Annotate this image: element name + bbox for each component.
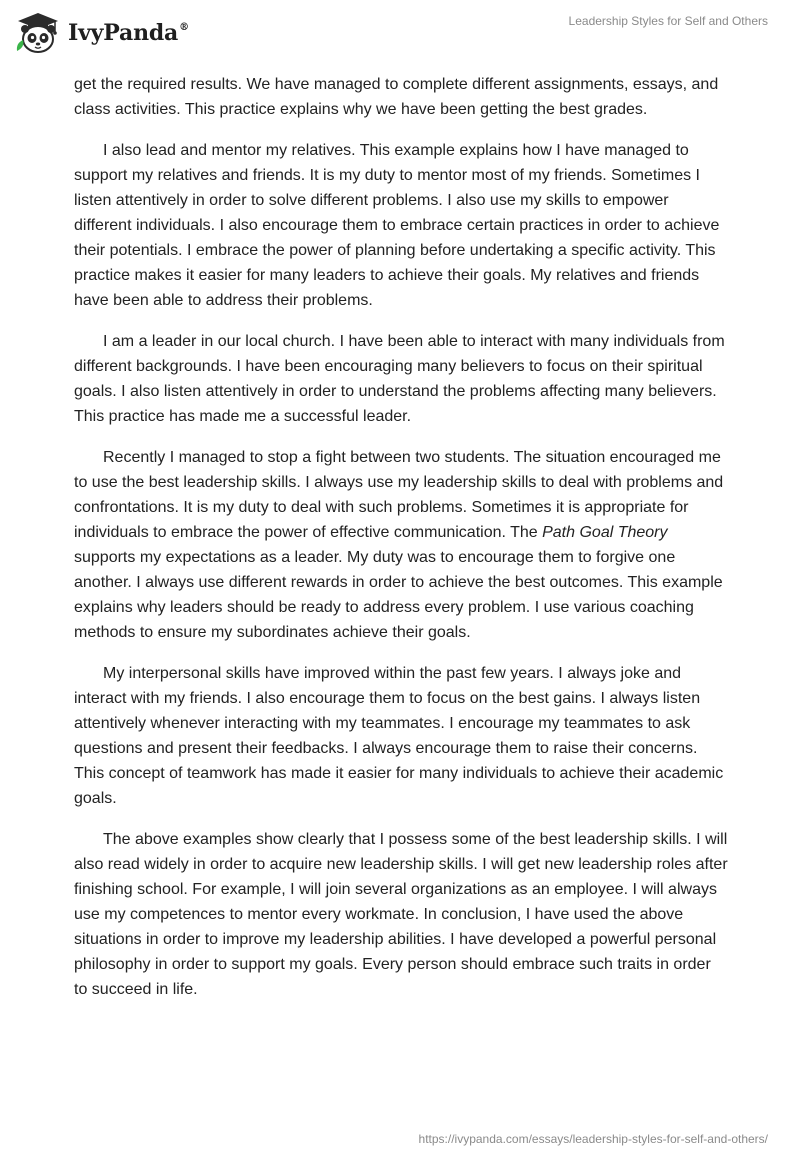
logo-wordmark: IvyPanda® — [68, 20, 189, 46]
essay-body — [74, 72, 728, 1018]
page-header — [0, 0, 800, 70]
paragraph-continuation: get the required results. We have managed to complete different assignments, essays, and class activities. This practice explains why we have been getting the best grades. — [74, 76, 719, 118]
paragraph-fight — [74, 445, 728, 645]
paragraph-fight-text-1: Recently I managed to stop a fight between two students. The situation encouraged me to use the best leadership skills. I always use my leadership skills to deal with problems and confrontations. It is my duty to deal with such problems. Sometimes it is appropriate for individuals to embrace the power of effective communication. The — [74, 449, 724, 541]
document-title: Leadership Styles for Self and Others — [568, 14, 768, 28]
paragraph-interpersonal: My interpersonal skills have improved within the past few years. I always joke and interact with my friends. I also encourage them to focus on the best gains. I always listen attentively whenever interacting with my teammates. I encourage my teammates to ask questions and present their feedbacks. I always encourage them to raise their concerns. This concept of teamwork has made it easier for many individuals to achieve their academic goals. — [74, 665, 724, 807]
path-goal-theory-term: Path Goal Theory — [542, 524, 668, 541]
panda-mascot-icon — [14, 10, 62, 56]
paragraph-relatives: I also lead and mentor my relatives. This example explains how I have managed to support my relatives and friends. It is my duty to mentor most of my friends. Sometimes I listen attentively in order to solve different problems. I also use my skills to empower different individuals. I also encourage them to embrace certain practices in order to achieve their potentials. I embrace the power of planning before undertaking a specific activity. This practice makes it easier for many leaders to achieve their goals. My relatives and friends have been able to address their problems. — [74, 142, 720, 309]
paragraph-church: I am a leader in our local church. I have been able to interact with many individuals from different backgrounds. I have been encouraging many believers to focus on their spiritual goals. I also listen attentively in order to understand the problems affecting many believers. This practice has made me a successful leader. — [74, 333, 725, 425]
source-url-link[interactable]: https://ivypanda.com/essays/leadership-styles-for-self-and-others/ — [418, 1132, 768, 1146]
ivypanda-logo[interactable] — [14, 10, 189, 56]
paragraph-conclusion: The above examples show clearly that I possess some of the best leadership skills. I will also read widely in order to acquire new leadership skills. I will get new leadership roles after finishing school. For example, I will join several organizations as an employee. I will always use my competences to mentor every workmate. In conclusion, I have used the above situations in order to improve my leadership abilities. I have developed a powerful personal philosophy in order to support my goals. Every person should embrace such traits in order to succeed in life. — [74, 831, 728, 998]
paragraph-fight-text-2: supports my expectations as a leader. My duty was to encourage them to forgive one another. I always use different rewards in order to achieve the best outcomes. This example explains why leaders should be ready to address every problem. I use various coaching methods to ensure my subordinates achieve their goals. — [74, 549, 723, 641]
registered-mark: ® — [179, 22, 189, 33]
